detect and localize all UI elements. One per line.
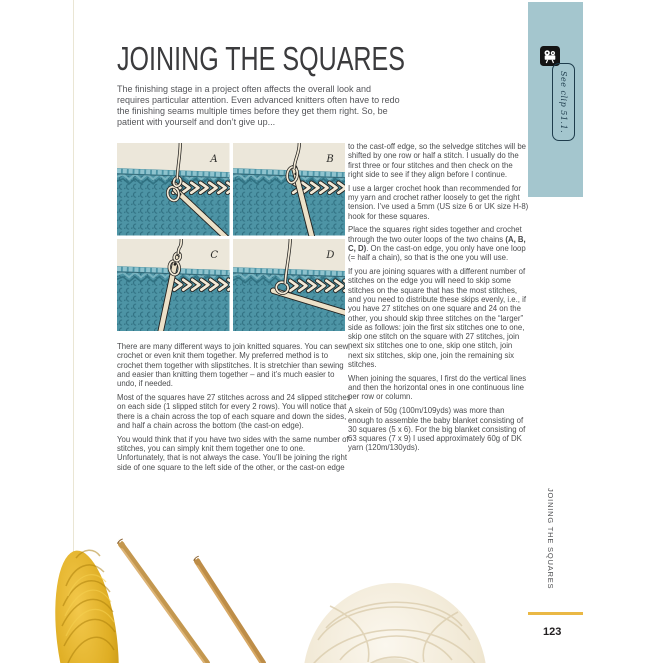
page-title: JOINING THE SQUARES bbox=[117, 40, 406, 77]
figure-panel-d bbox=[233, 239, 346, 332]
figure-label: B bbox=[325, 153, 334, 165]
body-paragraph: Place the squares right sides together and crochet through the two outer loops of the two chains (A, B, C, D). On the cast-on edge, you only have one loop (= half a chain), so that is the one you will use. bbox=[348, 225, 526, 263]
body-paragraph: to the cast-off edge, so the selvedge stitches will be shifted by one row or half a stitch. I usually do the first three or four stitches and then check on the right side to see if they align before I continue. bbox=[348, 142, 526, 179]
body-paragraph: A skein of 50g (100m/109yds) was more than enough to assemble the baby blanket consisting of 30 squares (5 x 6). For the big blanket consisting of 63 squares (7 x 9) I used approximately 60g of DK yarn (120m/130yds). bbox=[348, 406, 526, 453]
body-paragraph: Most of the squares have 27 stitches across and 24 slipped stitches on each side (1 slipped stitch for every 2 rows). You will notice that there is a chain across the top of each square and down the sides, and half a chain across the bottom (the cast-on edge). bbox=[117, 392, 351, 430]
crochet-hooks bbox=[116, 539, 263, 663]
body-paragraph: There are many different ways to join knitted squares. You can sew, crochet or even knit them together. My preferred method is to crochet them together with slipstitches. It is stretchier than sewing and easier than knitting them together – and it’s much easier to undo, if needed. bbox=[117, 342, 351, 389]
figure-panel-c bbox=[117, 239, 230, 332]
figure-panel-a bbox=[117, 143, 230, 236]
figure-panel-b bbox=[233, 143, 346, 236]
right-column bbox=[348, 142, 529, 457]
body-paragraph: You would think that if you have two sides with the same number of stitches, you can simply knit them together one to one. Unfortunately, that is not always the case. You’ll be joining the right side of one square to the left side of the other, or the cast-on edge bbox=[117, 434, 349, 472]
body-paragraph: If you are joining squares with a different number of stitches on the edge you will need to skip some stitches on the square that has the most stitches, and you need to distribute these skips evenly, i.e., if you have 27 stitches on one square and 24 on the other, you should skip three stitches on the “larger” side as follows: join the first six stitches one to one, skip one stitch on the square with 27 stitches, join next six stitches one to one, skip one stitch, join next six stitches, skip one, join the remaining six stitches. bbox=[348, 267, 526, 370]
body-paragraph: I use a larger crochet hook than recommended for my yarn and crochet rather loosely to get the right tension. I’ve used a 5mm (US size 6 or UK size H-8) hook for these squares. bbox=[348, 183, 529, 221]
intro-paragraph: The finishing stage in a project often affects the overall look and requires particular attention. Even advanced knitters often have to redo the finishing seams multiple times before they get them right. So, be patient with yourself and don’t give up... bbox=[117, 84, 400, 127]
gold-accent-rule bbox=[528, 612, 583, 615]
chapter-sidebar-label: JOINING THE SQUARES bbox=[546, 488, 555, 590]
instruction-figures bbox=[117, 143, 345, 331]
yellow-yarn-ball bbox=[46, 547, 127, 663]
figure-label: C bbox=[210, 249, 219, 261]
left-column bbox=[117, 342, 351, 476]
body-paragraph: When joining the squares, I first do the vertical lines and then the horizontal ones in one continuous line per row or column. bbox=[348, 373, 527, 402]
page-number: 123 bbox=[543, 626, 562, 638]
figure-label: A bbox=[210, 153, 218, 165]
clip-tab bbox=[552, 63, 575, 141]
yarn-photo bbox=[0, 528, 500, 663]
white-yarn-ball bbox=[303, 583, 487, 663]
clip-tab-label: See clip 51.1. bbox=[559, 70, 568, 134]
figure-label: D bbox=[325, 249, 334, 261]
